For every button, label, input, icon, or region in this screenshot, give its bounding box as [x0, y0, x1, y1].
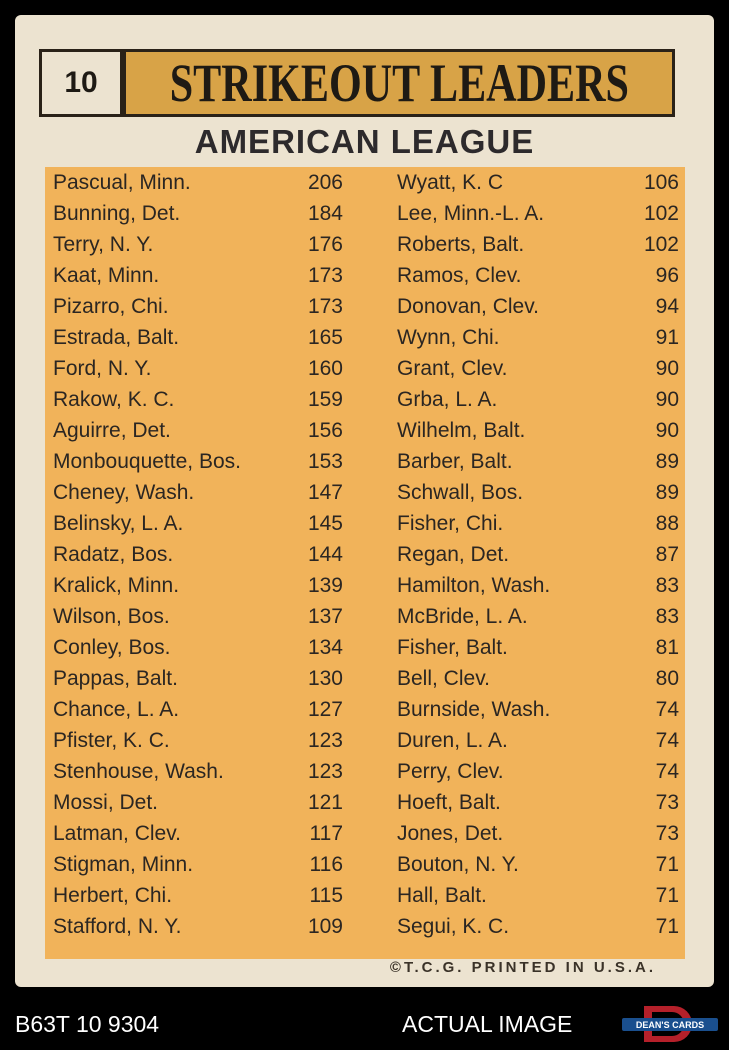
stat-row [53, 415, 343, 446]
strikeout-count: 127 [307, 698, 343, 721]
strikeout-count: 74 [655, 698, 679, 721]
stat-row [397, 384, 679, 415]
strikeout-count: 90 [655, 419, 679, 442]
strikeout-count: 90 [655, 388, 679, 411]
pitcher-name: Pascual, Minn. [53, 171, 191, 194]
strikeout-count: 106 [643, 171, 679, 194]
pitcher-name: Bunning, Det. [53, 202, 181, 225]
stat-row [397, 756, 679, 787]
stat-row [53, 539, 343, 570]
stat-row [53, 508, 343, 539]
pitcher-name: Lee, Minn.-L. A. [397, 202, 545, 225]
pitcher-name: Stafford, N. Y. [53, 915, 182, 938]
strikeout-count: 89 [655, 450, 679, 473]
pitcher-name: Wyatt, K. C [397, 171, 503, 194]
stat-row [53, 663, 343, 694]
deans-cards-logo [622, 1004, 718, 1044]
pitcher-name: Roberts, Balt. [397, 233, 525, 256]
strikeout-count: 116 [309, 853, 343, 876]
strikeout-count: 91 [655, 326, 679, 349]
pitcher-name: Pappas, Balt. [53, 667, 178, 690]
pitcher-name: Belinsky, L. A. [53, 512, 184, 535]
pitcher-name: Estrada, Balt. [53, 326, 180, 349]
pitcher-name: Herbert, Chi. [53, 884, 173, 907]
stat-row [397, 167, 679, 198]
strikeout-count: 88 [655, 512, 679, 535]
stat-row [53, 911, 343, 942]
stat-row [53, 167, 343, 198]
stat-row [397, 818, 679, 849]
strikeout-count: 89 [655, 481, 679, 504]
pitcher-name: Pizarro, Chi. [53, 295, 169, 318]
pitcher-name: Bouton, N. Y. [397, 853, 519, 876]
strikeout-count: 156 [307, 419, 343, 442]
strikeout-count: 94 [655, 295, 679, 318]
stat-row [397, 880, 679, 911]
strikeout-count: 73 [655, 791, 679, 814]
league-subtitle: AMERICAN LEAGUE [194, 123, 535, 160]
pitcher-name: Kralick, Minn. [53, 574, 180, 597]
strikeout-count: 160 [307, 357, 343, 380]
strikeout-count: 206 [307, 171, 343, 194]
pitcher-name: Pfister, K. C. [53, 729, 170, 752]
pitcher-name: Fisher, Balt. [397, 636, 508, 659]
pitcher-name: Schwall, Bos. [397, 481, 524, 504]
pitcher-name: Conley, Bos. [53, 636, 171, 659]
pitcher-name: Grant, Clev. [397, 357, 508, 380]
card-title: STRIKEOUT LEADERS [169, 53, 629, 113]
stat-row [53, 787, 343, 818]
strikeout-count: 176 [307, 233, 343, 256]
pitcher-name: Wilson, Bos. [53, 605, 170, 628]
stat-row [397, 694, 679, 725]
stat-row [53, 198, 343, 229]
stat-row [397, 353, 679, 384]
printed-line: ©T.C.G. PRINTED IN U.S.A. [389, 959, 656, 976]
pitcher-name: Aguirre, Det. [53, 419, 171, 442]
pitcher-name: Hamilton, Wash. [397, 574, 551, 597]
stat-row [53, 880, 343, 911]
stat-row [53, 818, 343, 849]
strikeout-count: 115 [309, 884, 343, 907]
pitcher-name: Monbouquette, Bos. [53, 450, 241, 473]
strikeout-count: 71 [655, 853, 679, 876]
strikeout-count: 83 [655, 605, 679, 628]
strikeout-count: 96 [655, 264, 679, 287]
listing-id: B63T 10 9304 [15, 1011, 160, 1037]
strikeout-count: 144 [307, 543, 343, 566]
pitcher-name: Fisher, Chi. [397, 512, 504, 535]
pitcher-name: Donovan, Clev. [397, 295, 540, 318]
stat-row [53, 725, 343, 756]
stat-row [397, 570, 679, 601]
stat-row [397, 849, 679, 880]
strikeout-count: 102 [643, 233, 679, 256]
pitcher-name: Regan, Det. [397, 543, 510, 566]
stat-row [397, 446, 679, 477]
pitcher-name: Mossi, Det. [53, 791, 159, 814]
stat-row [397, 477, 679, 508]
strikeout-count: 71 [655, 884, 679, 907]
stat-row [53, 260, 343, 291]
stat-row [397, 260, 679, 291]
strikeout-count: 90 [655, 357, 679, 380]
strikeout-count: 80 [655, 667, 679, 690]
stat-row [53, 756, 343, 787]
stat-row [397, 508, 679, 539]
stat-row [397, 322, 679, 353]
stat-row [53, 229, 343, 260]
pitcher-name: Bell, Clev. [397, 667, 490, 690]
stat-row [397, 198, 679, 229]
strikeout-count: 137 [307, 605, 343, 628]
stat-row [53, 694, 343, 725]
pitcher-name: Perry, Clev. [397, 760, 504, 783]
pitcher-name: Rakow, K. C. [53, 388, 175, 411]
title-box [123, 49, 675, 117]
stat-row [53, 384, 343, 415]
pitcher-name: Jones, Det. [397, 822, 504, 845]
stat-row [53, 322, 343, 353]
pitcher-name: Ford, N. Y. [53, 357, 152, 380]
strikeout-count: 184 [307, 202, 343, 225]
strikeout-count: 173 [307, 264, 343, 287]
card [15, 15, 714, 987]
strikeout-count: 121 [307, 791, 343, 814]
stat-row [397, 229, 679, 260]
stat-row [53, 632, 343, 663]
strikeout-count: 71 [655, 915, 679, 938]
pitcher-name: Chance, L. A. [53, 698, 180, 721]
stat-row [397, 291, 679, 322]
stat-row [53, 446, 343, 477]
pitcher-name: Duren, L. A. [397, 729, 508, 752]
strikeout-count: 123 [307, 729, 343, 752]
left-stats-column [53, 167, 343, 942]
pitcher-name: Kaat, Minn. [53, 264, 160, 287]
strikeout-count: 145 [307, 512, 343, 535]
pitcher-name: Wynn, Chi. [397, 326, 500, 349]
pitcher-name: Stigman, Minn. [53, 853, 194, 876]
strikeout-count: 109 [307, 915, 343, 938]
pitcher-name: Radatz, Bos. [53, 543, 174, 566]
stat-row [53, 849, 343, 880]
pitcher-name: Cheney, Wash. [53, 481, 195, 504]
right-stats-column [397, 167, 679, 942]
pitcher-name: Wilhelm, Balt. [397, 419, 526, 442]
pitcher-name: Hall, Balt. [397, 884, 487, 907]
pitcher-name: Burnside, Wash. [397, 698, 551, 721]
stat-row [397, 663, 679, 694]
stat-row [397, 725, 679, 756]
stat-row [397, 539, 679, 570]
strikeout-count: 159 [307, 388, 343, 411]
strikeout-count: 139 [307, 574, 343, 597]
stat-row [53, 477, 343, 508]
logo-text: DEAN'S CARDS [635, 1020, 705, 1030]
strikeout-count: 102 [643, 202, 679, 225]
strikeout-count: 173 [307, 295, 343, 318]
strikeout-count: 74 [655, 760, 679, 783]
pitcher-name: Segui, K. C. [397, 915, 510, 938]
strikeout-count: 147 [307, 481, 343, 504]
stat-row [397, 415, 679, 446]
pitcher-name: Grba, L. A. [397, 388, 498, 411]
strikeout-count: 165 [307, 326, 343, 349]
strikeout-count: 87 [655, 543, 679, 566]
stat-row [397, 632, 679, 663]
strikeout-count: 81 [655, 636, 679, 659]
stat-row [53, 570, 343, 601]
strikeout-count: 123 [307, 760, 343, 783]
pitcher-name: Ramos, Clev. [397, 264, 522, 287]
actual-image-label: ACTUAL IMAGE [402, 1011, 573, 1037]
stat-row [397, 787, 679, 818]
stat-row [53, 291, 343, 322]
stat-row [53, 353, 343, 384]
pitcher-name: Terry, N. Y. [53, 233, 154, 256]
strikeout-count: 74 [655, 729, 679, 752]
strikeout-count: 130 [307, 667, 343, 690]
strikeout-count: 134 [307, 636, 343, 659]
pitcher-name: Latman, Clev. [53, 822, 181, 845]
strikeout-count: 153 [307, 450, 343, 473]
card-number: 10 [39, 49, 123, 117]
pitcher-name: Barber, Balt. [397, 450, 513, 473]
pitcher-name: McBride, L. A. [397, 605, 528, 628]
stat-row [397, 911, 679, 942]
pitcher-name: Hoeft, Balt. [397, 791, 501, 814]
stat-row [53, 601, 343, 632]
stat-row [397, 601, 679, 632]
strikeout-count: 117 [309, 822, 343, 845]
strikeout-count: 83 [655, 574, 679, 597]
strikeout-count: 73 [655, 822, 679, 845]
pitcher-name: Stenhouse, Wash. [53, 760, 224, 783]
stats-panel [45, 167, 685, 959]
